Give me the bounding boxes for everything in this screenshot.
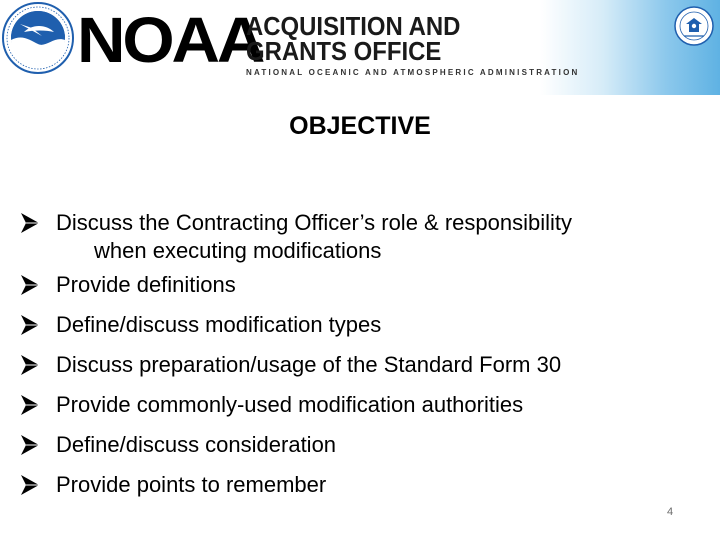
arrow-bullet-icon xyxy=(20,474,40,496)
header-banner xyxy=(0,0,720,95)
arrow-bullet-icon xyxy=(20,434,40,456)
list-item xyxy=(20,203,700,265)
list-item xyxy=(20,305,700,345)
list-item xyxy=(20,465,700,505)
slide-title-text: OBJECTIVE xyxy=(289,112,431,140)
list-item-text: Discuss the Contracting Officer’s role & responsibility xyxy=(56,210,572,235)
department-of-commerce-seal-icon xyxy=(674,6,714,46)
arrow-bullet-icon xyxy=(20,354,40,376)
arrow-bullet-icon xyxy=(20,314,40,336)
objective-list xyxy=(20,203,700,505)
noaa-wordmark: NOAA xyxy=(77,4,263,76)
office-name-line2: GRANTS OFFICE xyxy=(246,36,442,66)
list-item-text: Provide definitions xyxy=(56,272,236,297)
list-item xyxy=(20,345,700,385)
page-number: 4 xyxy=(667,506,674,518)
list-item xyxy=(20,425,700,465)
list-item-text: Discuss preparation/usage of the Standard Form 30 xyxy=(56,352,562,377)
arrow-bullet-icon xyxy=(20,212,40,234)
list-item xyxy=(20,385,700,425)
list-item xyxy=(20,265,700,305)
arrow-bullet-icon xyxy=(20,274,40,296)
noaa-seal-icon xyxy=(2,2,74,74)
administration-name: NATIONAL OCEANIC AND ATMOSPHERIC ADMINISTRATION xyxy=(246,68,580,77)
slide-title xyxy=(0,112,720,141)
list-item-text: Provide commonly-used modification authorities xyxy=(56,392,524,417)
list-item-text: Define/discuss modification types xyxy=(56,312,382,337)
list-item-continuation: when executing modifications xyxy=(94,238,382,263)
list-item-text: Provide points to remember xyxy=(56,472,327,497)
arrow-bullet-icon xyxy=(20,394,40,416)
list-item-text: Define/discuss consideration xyxy=(56,432,337,457)
office-name-line1: ACQUISITION AND xyxy=(246,11,461,41)
